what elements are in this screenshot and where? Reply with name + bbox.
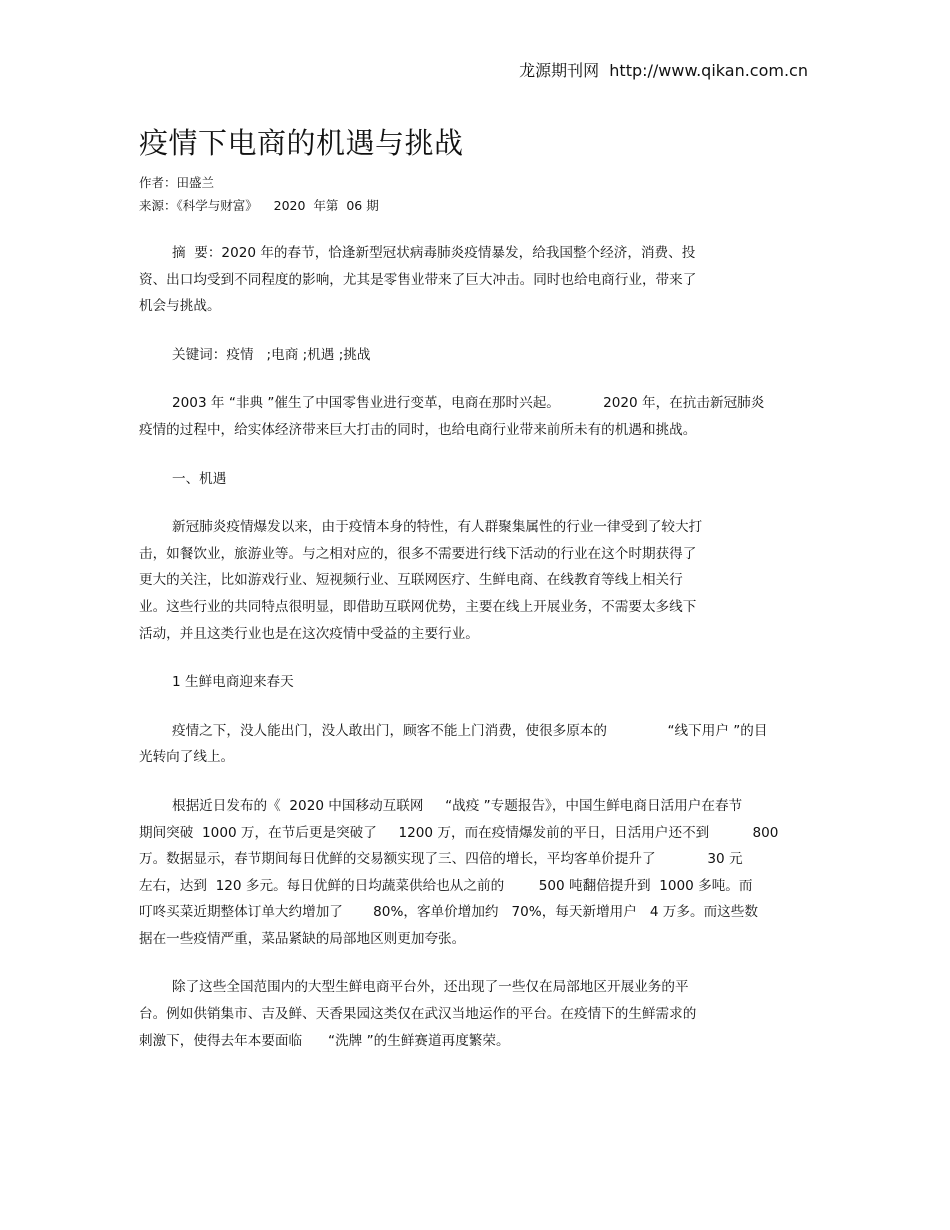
text-line: 根据近日发布的《 2020 中国移动互联网 “战疫 ”专题报告》，中国生鲜电商日活用户在春节 xyxy=(172,797,743,814)
article-title: 疫情下电商的机遇与挑战 xyxy=(139,126,464,160)
text-line: 一、机遇 xyxy=(172,470,227,487)
text-line: 摘 要：2020 年的春节，恰逢新型冠状病毒肺炎疫情暴发，给我国整个经济，消费、投 xyxy=(172,245,696,261)
text-line: 活动，并且这类行业也是在这次疫情中受益的主要行业。 xyxy=(139,625,479,642)
text-line: 2003 年 “非典 ”催生了中国零售业进行变革，电商在那时兴起。 2020 年，在抗击新冠肺炎 xyxy=(172,395,765,412)
paragraph xyxy=(139,974,819,1054)
paragraph xyxy=(139,718,819,771)
section-heading xyxy=(139,466,819,493)
text-line: 疫情之下，没人能出门，没人敢出门，顾客不能上门消费，使很多原本的 “线下用户 ”的目 xyxy=(172,722,768,739)
paragraph xyxy=(139,240,819,320)
paragraph xyxy=(139,514,819,647)
text-line: 叮咚买菜近期整体订单大约增加了 80%，客单价增加约 70%，每天新增用户 4 万多。而这些数 xyxy=(139,904,758,921)
text-line: 台。例如供销集市、吉及鲜、天香果园这类仅在武汉当地运作的平台。在疫情下的生鲜需求的 xyxy=(139,1006,697,1023)
text-line: 疫情的过程中，给实体经济带来巨大打击的同时，也给电商行业带来前所未有的机遇和挑战。 xyxy=(139,421,697,438)
article-author: 作者：田盛兰 xyxy=(139,175,215,190)
text-line: 新冠肺炎疫情爆发以来，由于疫情本身的特性，有人群聚集属性的行业一律受到了较大打 xyxy=(172,519,703,536)
text-line: 关键词：疫情 ;电商 ;机遇 ;挑战 xyxy=(172,346,371,363)
text-line: 机会与挑战。 xyxy=(139,298,221,315)
paragraph xyxy=(139,342,819,369)
text-line: 1 生鲜电商迎来春天 xyxy=(172,674,294,691)
text-line: 业。这些行业的共同特点很明显，即借助互联网优势，主要在线上开展业务，不需要太多线下 xyxy=(139,598,697,615)
text-line: 左右，达到 120 多元。每日优鲜的日均蔬菜供给也从之前的 500 吨翻倍提升到 1000 多吨。而 xyxy=(139,877,753,894)
text-line: 刺激下，使得去年本要面临 “洗牌 ”的生鲜赛道再度繁荣。 xyxy=(139,1032,510,1049)
site-header: 龙源期刊网 http://www.qikan.com.cn xyxy=(519,61,808,80)
section-heading xyxy=(139,669,819,696)
paragraph xyxy=(139,793,819,953)
text-line: 光转向了线上。 xyxy=(139,749,235,766)
text-line: 据在一些疫情严重，菜品紧缺的局部地区则更加夸张。 xyxy=(139,930,466,947)
text-line: 期间突破 1000 万，在节后更是突破了 1200 万，而在疫情爆发前的平日，日活用户还不到 800 xyxy=(139,824,779,841)
text-line: 万。数据显示，春节期间每日优鲜的交易额实现了三、四倍的增长，平均客单价提升了 30 元 xyxy=(139,851,743,868)
article-source: 来源：《科学与财富》 2020 年第 06 期 xyxy=(139,198,379,213)
text-line: 击，如餐饮业，旅游业等。与之相对应的，很多不需要进行线下活动的行业在这个时期获得了 xyxy=(139,545,697,562)
text-line: 资、出口均受到不同程度的影响，尤其是零售业带来了巨大冲击。同时也给电商行业，带来了 xyxy=(139,271,697,288)
paragraph xyxy=(139,390,819,443)
article-body xyxy=(139,240,819,1076)
text-line: 更大的关注，比如游戏行业、短视频行业、互联网医疗、生鲜电商、在线教育等线上相关行 xyxy=(139,572,683,589)
text-line: 除了这些全国范围内的大型生鲜电商平台外，还出现了一些仅在局部地区开展业务的平 xyxy=(172,979,689,996)
